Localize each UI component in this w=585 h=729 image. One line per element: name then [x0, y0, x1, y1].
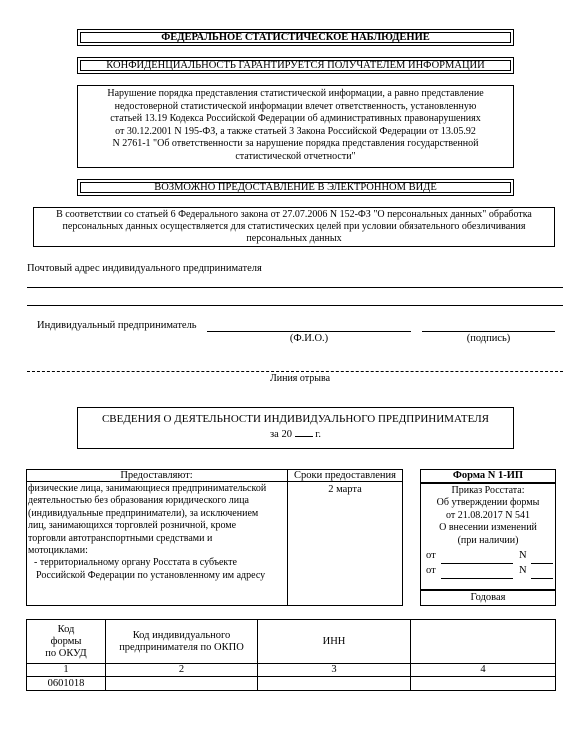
order-line: от 21.08.2017 N 541: [446, 509, 530, 521]
personal-data-line: персональных данных: [246, 233, 342, 245]
amend-from-label-2: от: [426, 565, 436, 576]
order-line: О внесении изменений: [439, 522, 537, 534]
entrepreneur-label: Индивидуальный предприниматель: [37, 320, 197, 331]
okud-header-line: формы: [50, 635, 82, 647]
providers-line: физические лица, занимающиеся предпринимательской: [28, 483, 267, 494]
electronic-box: [77, 179, 514, 196]
col-number: 3: [258, 664, 411, 677]
order-line: (при наличии): [457, 534, 519, 546]
providers-line: деятельностью без образования юридического лица: [28, 495, 249, 507]
federal-observation-box: [77, 29, 514, 46]
signature-caption: (подпись): [466, 333, 511, 344]
deadline-value: 2 марта: [328, 484, 362, 495]
amend-from-label-1: от: [426, 550, 436, 561]
amend-number-field-1[interactable]: [531, 563, 553, 564]
report-title-box: [77, 407, 514, 449]
liability-line: от 30.12.2001 N 195-ФЗ, а также статьей 3 Закона Российской Федерации от 13.05.92: [115, 125, 476, 137]
periodicity: Годовая: [470, 592, 506, 603]
liability-line: статистической отчетности": [235, 150, 356, 162]
period-suffix: г.: [315, 429, 321, 440]
deadline-header: Сроки предоставления: [294, 470, 396, 481]
liability-line: недостоверной статистической информации влечет ответственность, установленную: [114, 100, 477, 112]
providers-line: торговли автотранспортными средствами и: [28, 532, 213, 544]
providers-line: лиц, занимающихся торговлей розничной, кроме: [28, 520, 237, 532]
amend-n-label-1: N: [519, 550, 527, 561]
order-line: Приказ Росстата:: [451, 485, 525, 496]
address-line-1[interactable]: [27, 287, 563, 288]
period-prefix: за 20: [270, 429, 292, 440]
federal-title: ФЕДЕРАЛЬНОЕ СТАТИСТИЧЕСКОЕ НАБЛЮДЕНИЕ: [161, 32, 430, 43]
year-field[interactable]: [295, 426, 313, 437]
okpo-header: [106, 620, 258, 664]
report-title: СВЕДЕНИЯ О ДЕЯТЕЛЬНОСТИ ИНДИВИДУАЛЬНОГО ПРЕДПРИНИМАТЕЛЯ: [101, 413, 490, 425]
liability-line: Нарушение порядка представления статистической информации, а равно представление: [107, 88, 484, 99]
personal-data-box: [33, 207, 555, 247]
confidentiality-box: [77, 57, 514, 74]
address-line-2[interactable]: [27, 305, 563, 306]
form-title: Форма N 1-ИП: [452, 470, 524, 481]
confidentiality-text: КОНФИДЕНЦИАЛЬНОСТЬ ГАРАНТИРУЕТСЯ ПОЛУЧАТЕЛЕМ ИНФОРМАЦИИ: [106, 60, 485, 71]
amend-number-field-2[interactable]: [531, 578, 553, 579]
liability-line: N 2761-1 "Об ответственности за нарушение порядка представления государственной: [112, 138, 479, 150]
fio-caption: (Ф.И.О.): [289, 333, 329, 344]
col4-cell[interactable]: [411, 677, 556, 691]
form-order-text: [420, 485, 556, 547]
address-label: Почтовый адрес индивидуального предпринимателя: [27, 263, 262, 274]
amend-date-field-2[interactable]: [441, 578, 513, 579]
col-number: 2: [106, 664, 258, 677]
okpo-code-cell[interactable]: [106, 677, 258, 691]
signature-field[interactable]: [422, 331, 555, 332]
providers-header: Предоставляют:: [120, 470, 193, 481]
inn-cell[interactable]: [258, 677, 411, 691]
okud-header: [27, 620, 106, 664]
col-number: 1: [27, 664, 106, 677]
okpo-header-line: Код индивидуального: [132, 629, 231, 641]
liability-line: статьей 13.19 Кодекса Российской Федерации об административных правонарушениях: [110, 113, 481, 125]
col-number: 4: [411, 664, 556, 677]
okud-header-line: по ОКУД: [45, 647, 87, 659]
providers-text: [28, 483, 288, 582]
tear-line: [27, 371, 563, 372]
fio-field[interactable]: [207, 331, 411, 332]
okud-header-line: Код: [57, 623, 75, 635]
providers-line: - территориальному органу Росстата в субъекте: [34, 557, 237, 569]
tear-line-label: Линия отрыва: [269, 373, 331, 384]
codes-table: [26, 619, 556, 691]
report-period: [78, 426, 513, 442]
col4-header: [411, 620, 556, 664]
personal-data-line: персональных данных осуществляется для статистических целей при условии обязательного обезличивания: [62, 221, 526, 233]
providers-line: (индивидуальные предприниматели), за исключением: [28, 507, 259, 519]
providers-line: Российской Федерации по установленному им адресу: [36, 569, 266, 581]
providers-line: мотоциклами:: [28, 545, 88, 557]
personal-data-line: В соответствии со статьей 6 Федерального закона от 27.07.2006 N 152-ФЗ "О персональных данных" обработка: [56, 209, 532, 220]
amend-n-label-2: N: [519, 565, 527, 576]
amend-date-field-1[interactable]: [441, 563, 513, 564]
order-line: Об утверждении формы: [436, 497, 540, 509]
electronic-text: ВОЗМОЖНО ПРЕДОСТАВЛЕНИЕ В ЭЛЕКТРОННОМ ВИДЕ: [154, 182, 437, 193]
okud-code-cell[interactable]: 0601018: [27, 677, 106, 691]
liability-notice-box: [77, 85, 514, 168]
inn-header: ИНН: [258, 620, 411, 664]
okpo-header-line: предпринимателя по ОКПО: [119, 641, 244, 653]
